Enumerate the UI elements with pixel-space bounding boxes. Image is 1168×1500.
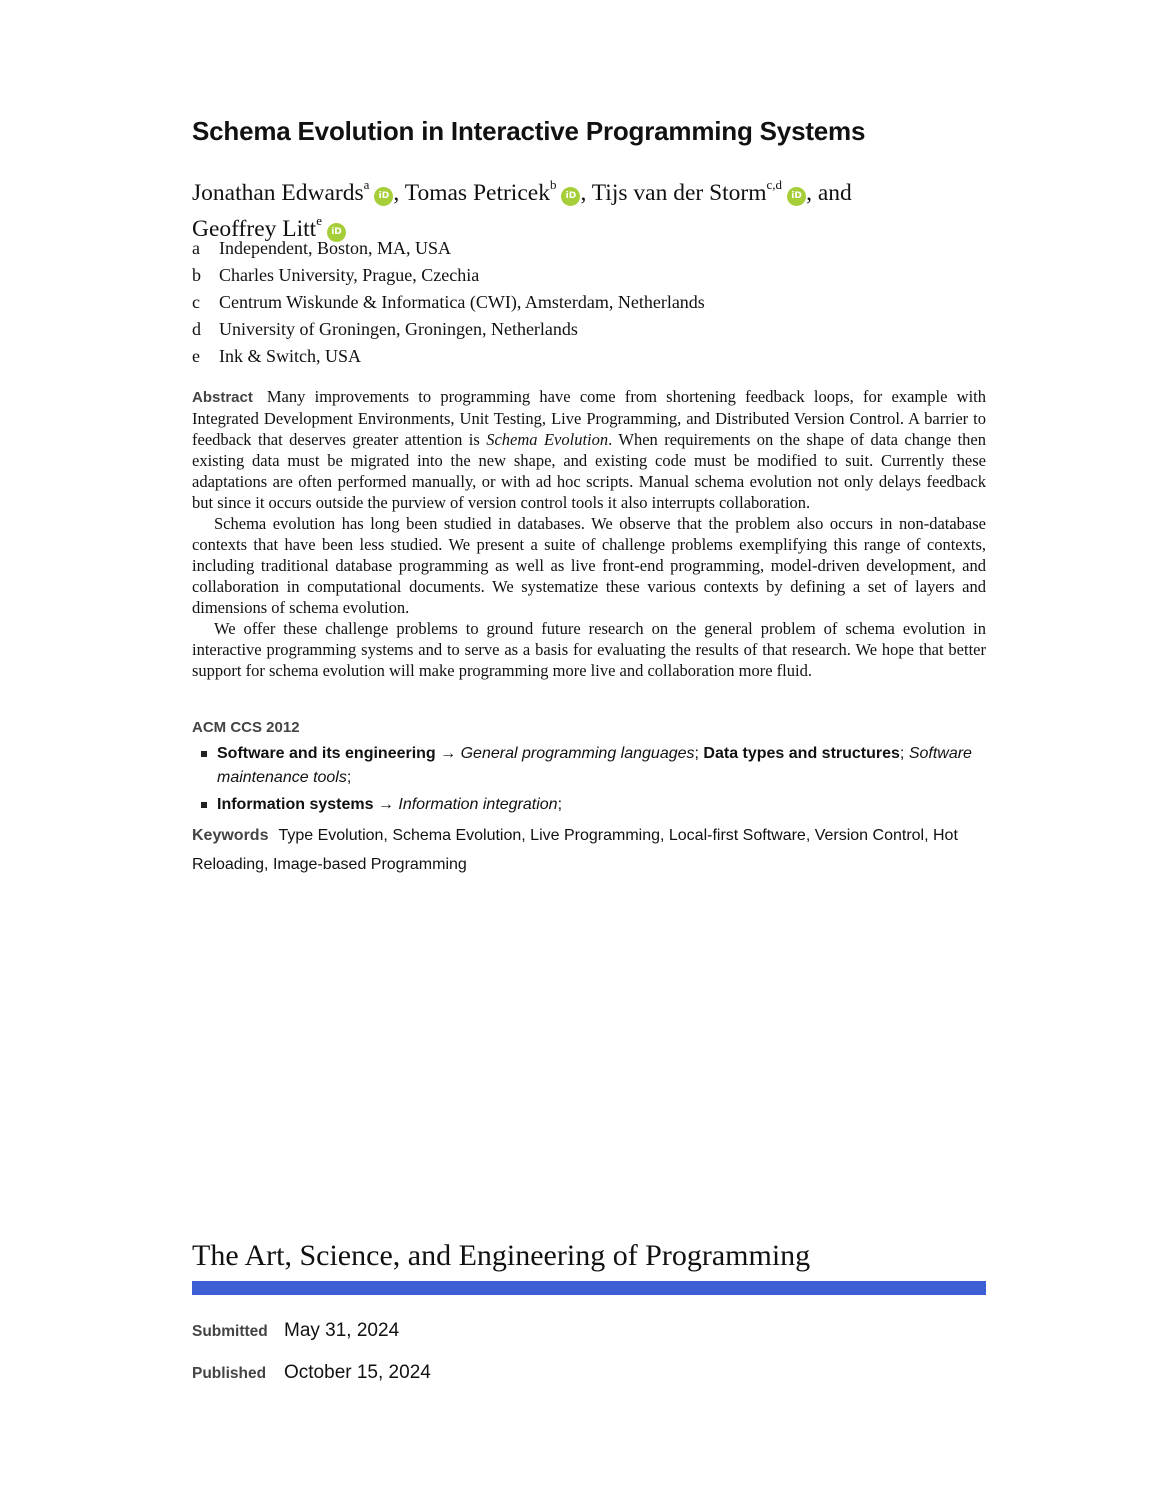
ccs-item [192,793,986,817]
abstract-paragraph: We offer these challenge problems to ground future research on the general problem of schema evolution in interactive programming systems and to serve as a basis for evaluating the results of that research. We hope that better support for schema evolution will make programming more live and collaboration more fluid. [192,619,986,680]
ccs-item [192,742,986,790]
author-name: Jonathan Edwards [192,179,364,206]
abstract-label: Abstract [192,389,253,406]
paper-title: Schema Evolution in Interactive Programming Systems [192,116,866,146]
ccs-arrow: → [373,796,399,813]
submitted-label: Submitted [192,1323,268,1340]
affiliation-text: Charles University, Prague, Czechia [219,265,480,285]
ccs-sub: General programming languages [460,745,695,762]
affiliation-key: e [192,346,200,366]
orcid-icon[interactable]: iD [374,187,393,206]
affiliation-text: Ink & Switch, USA [219,346,362,366]
affiliation-item [192,236,705,263]
bullet-icon [201,751,207,757]
ccs-main: Data types and structures [703,745,900,762]
ccs-main: Information systems [217,796,374,813]
ccs-sub: Information integration [398,796,558,813]
author-affil-mark: a [363,177,370,192]
affiliation-text: Independent, Boston, MA, USA [219,238,451,258]
author-affil-mark: c,d [766,177,783,192]
affiliation-key: c [192,292,200,312]
published-label: Published [192,1365,267,1382]
abstract [192,386,986,681]
ccs-main: Software and its engineering [217,745,436,762]
ccs-sub: Software maintenance tools [217,745,972,786]
orcid-icon[interactable]: iD [327,223,346,242]
affiliation-key: d [192,319,201,339]
affiliation-text: University of Groningen, Groningen, Netherlands [219,319,578,339]
submitted-value: May 31, 2024 [284,1320,400,1341]
abstract-paragraph [192,386,986,513]
author-affil-mark: e [316,212,322,228]
journal-accent-bar [192,1281,986,1295]
author-name: Tijs van der Storm [591,179,767,206]
keywords-label: Keywords [192,827,269,844]
affiliation-item [192,290,705,317]
ccs-sep: ; [899,745,909,762]
author-name: Geoffrey Litt [192,215,317,242]
submitted-date [192,1320,399,1342]
published-date [192,1362,431,1384]
author-affil-mark: b [549,177,557,192]
keywords [192,821,986,879]
bullet-icon [201,802,207,808]
ccs-end: ; [557,796,563,813]
abstract-text: . When requirements on the shape of data change then existing data must be migrated into the new shape, and existing code must be modified to suit. Currently these adaptations are often performed manually, or with ad hoc scripts. Manual schema evolution not only delays feedback but since it occurs outside the purview of version control tools it also interrupts collaboration. [192,430,986,512]
published-value: October 15, 2024 [284,1362,431,1383]
author-list [192,172,986,244]
ccs-label: ACM CCS 2012 [192,719,300,736]
author-name: Tomas Petricek [404,179,550,206]
orcid-icon[interactable]: iD [787,187,806,206]
abstract-paragraph: Schema evolution has long been studied in databases. We observe that the problem also occurs in non-database contexts that have been less studied. We present a suite of challenge problems exemplifying this range of contexts, including traditional database programming as well as live front-end programming, model-driven development, and collaboration in computational documents. We systematize these various contexts by defining a set of layers and dimensions of schema evolution. [192,514,986,617]
orcid-icon[interactable]: iD [561,187,580,206]
keywords-text: Type Evolution, Schema Evolution, Live Programming, Local-first Software, Version Control, Hot Reloading, Image-based Programming [192,827,958,873]
affiliation-key: a [192,238,200,258]
ccs-arrow: → [435,745,461,762]
journal-name: The Art, Science, and Engineering of Programming [192,1239,811,1272]
abstract-emphasis: Schema Evolution [486,430,609,449]
abstract-text: Many improvements to programming have come from shortening feedback loops, for example with Integrated Development Environments, Unit Testing, Live Programming, and Distributed Version Control. A barrier to feedback that deserves greater attention is [192,387,986,449]
author-separator: , [580,179,592,206]
ccs-end: ; [346,769,352,786]
affiliation-item [192,317,705,344]
author-separator: , [393,179,405,206]
affiliation-list [192,236,705,371]
affiliation-key: b [192,265,201,285]
affiliation-item [192,344,705,371]
ccs-list [192,742,986,820]
affiliation-item [192,263,705,290]
affiliation-text: Centrum Wiskunde & Informatica (CWI), Amsterdam, Netherlands [219,292,705,312]
author-and: , and [806,179,852,206]
ccs-sep: ; [694,745,704,762]
